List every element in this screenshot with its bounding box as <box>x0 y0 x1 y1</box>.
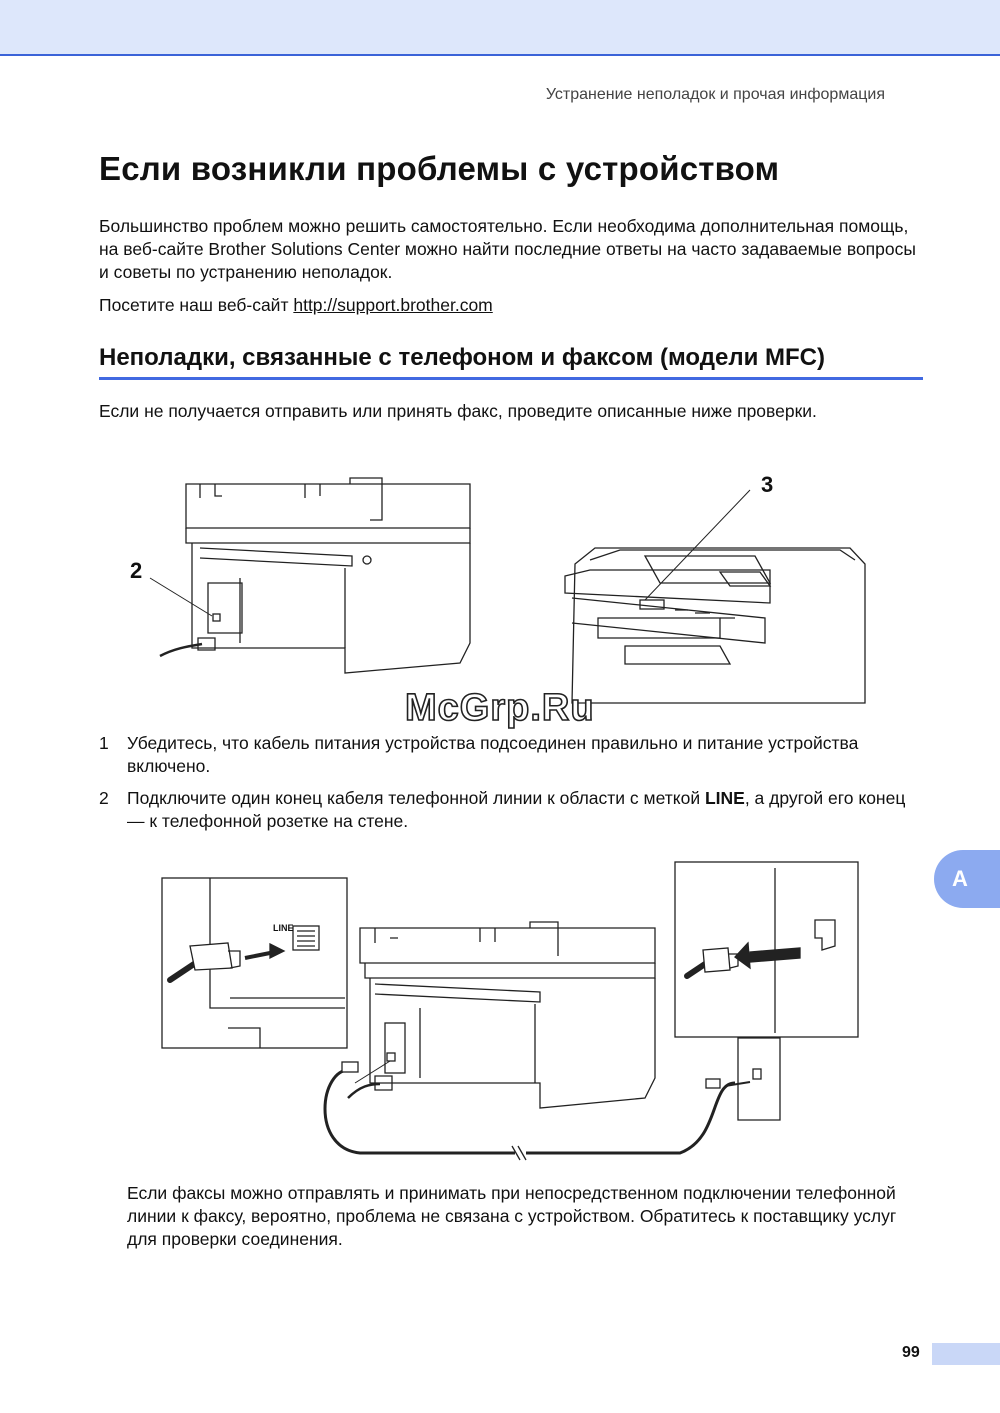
device-front-illustration <box>565 490 865 703</box>
chapter-tab-label: A <box>952 866 968 891</box>
visit-paragraph <box>99 294 929 317</box>
chapter-tab <box>934 850 1000 908</box>
callout-2: 2 <box>130 558 143 583</box>
step-text-bold: LINE <box>704 788 745 808</box>
step-text: Убедитесь, что кабель питания устройства подсоединен правильно и питание устройства включено. <box>127 733 859 776</box>
step-text-part: Подключите один конец кабеля телефонной линии к области с меткой <box>127 788 705 808</box>
page-title: Если возникли проблемы с устройством <box>99 150 780 187</box>
page-number: 99 <box>902 1344 920 1361</box>
callout-3: 3 <box>761 472 774 497</box>
top-band <box>0 0 1000 56</box>
intro-paragraph: Большинство проблем можно решить самостоятельно. Если необходима дополнительная помощь, на веб-сайте Brother Solutions Center можно найти последние ответы на часто задаваемые вопросы и советы по устранению неполадок. <box>99 216 916 282</box>
step-text-part: , а другой его конец — к телефонной розетке на стене. <box>127 788 906 831</box>
wall-socket-inset <box>675 862 858 1037</box>
device-rear-illustration <box>348 922 655 1108</box>
running-head: Устранение неполадок и прочая информация <box>545 86 885 103</box>
step-number: 2 <box>99 788 109 808</box>
step-text <box>127 787 927 833</box>
support-link[interactable]: http://support.brother.com <box>293 295 493 315</box>
subsection-intro: Если не получается отправить или принять факс, проведите описанные ниже проверки. <box>99 401 817 421</box>
line-jack-label: LINE <box>273 923 294 933</box>
device-rear-illustration <box>150 478 470 673</box>
line-connection-figure <box>160 858 865 1168</box>
watermark: McGrp.Ru <box>405 687 595 729</box>
wall-plate-illustration <box>725 1038 780 1120</box>
closing-paragraph: Если факсы можно отправлять и принимать при непосредственном подключении телефонной линии к факсу, вероятно, проблема не связана с устройством. Обратитесь к поставщику услуг для проверки соединения. <box>127 1183 897 1249</box>
visit-prefix: Посетите наш веб-сайт <box>99 295 294 315</box>
line-jack-inset <box>162 878 347 1048</box>
page-number-bar <box>932 1343 1000 1365</box>
phone-cable <box>325 1062 735 1160</box>
step-number: 1 <box>99 733 109 753</box>
device-overview-figure <box>120 468 880 718</box>
subsection-title: Неполадки, связанные с телефоном и факсом (модели MFC) <box>99 344 923 380</box>
